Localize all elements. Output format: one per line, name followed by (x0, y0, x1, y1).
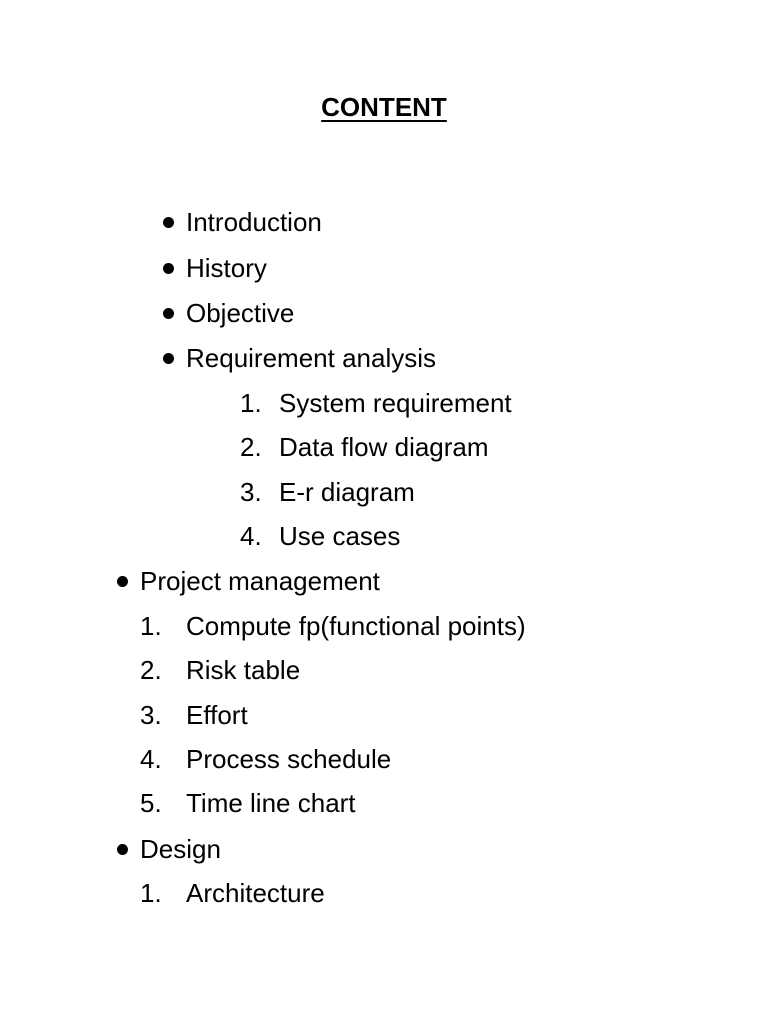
bullet-icon (163, 207, 177, 237)
item-text: Risk table (186, 655, 301, 685)
bullet-icon (163, 253, 177, 283)
item-number: 4. (240, 521, 262, 551)
item-number: 3. (140, 700, 162, 730)
item-number: 2. (240, 432, 262, 462)
item-text: System requirement (279, 388, 512, 418)
item-number: 4. (140, 744, 162, 774)
item-text: E-r diagram (279, 477, 415, 507)
list-item-label: Introduction (186, 207, 322, 237)
bullet-icon (163, 343, 177, 373)
section-label: Design (140, 834, 221, 864)
item-text: Data flow diagram (279, 432, 489, 462)
section-label: Project management (140, 566, 380, 596)
item-text: Process schedule (186, 744, 392, 774)
list-item-label: History (186, 253, 267, 283)
item-number: 5. (140, 788, 162, 818)
item-text: Use cases (279, 521, 401, 551)
item-text: Effort (186, 700, 248, 730)
page-title: CONTENT (321, 92, 447, 122)
list-item-label: Objective (186, 298, 295, 328)
item-number: 3. (240, 477, 262, 507)
list-item-label: Requirement analysis (186, 343, 437, 373)
item-text: Time line chart (186, 788, 356, 818)
item-number: 1. (240, 388, 262, 418)
bullet-icon (117, 566, 131, 596)
item-number: 1. (140, 611, 162, 641)
item-text: Architecture (186, 878, 325, 908)
item-number: 2. (140, 655, 162, 685)
bullet-icon (117, 834, 131, 864)
item-text: Compute fp(functional points) (186, 611, 526, 641)
bullet-icon (163, 298, 177, 328)
item-number: 1. (140, 878, 162, 908)
